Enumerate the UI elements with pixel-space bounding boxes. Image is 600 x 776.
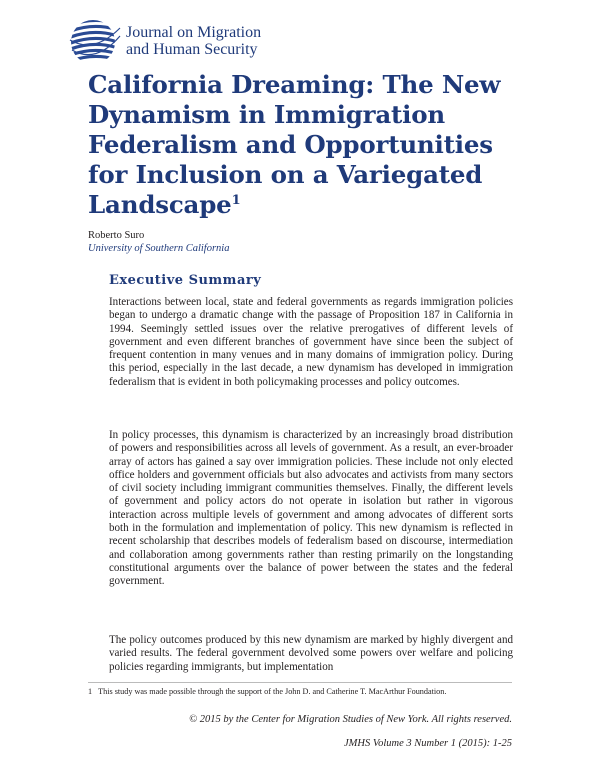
striped-globe-icon [66, 14, 122, 68]
summary-paragraph: The policy outcomes produced by this new dynamism are marked by highly divergent and varied results. The federal government devolved some powers over welfare and policing policies regarding immigrants, but implementation [109, 634, 513, 673]
copyright-notice: © 2015 by the Center for Migration Studies of New York. All rights reserved. [189, 714, 512, 725]
journal-citation: JMHS Volume 3 Number 1 (2015): 1-25 [344, 738, 512, 749]
journal-logo [66, 14, 261, 68]
section-heading: Executive Summary [109, 273, 262, 288]
journal-name-line1: Journal on Migration [126, 24, 262, 41]
article-title-text: California Dreaming: The New Dynamism in Immigration Federalism and Opportunities for Inclusion on a Variegated Landscape [88, 70, 501, 219]
title-footnote-marker[interactable]: 1 [231, 192, 241, 208]
footnote-divider [88, 682, 512, 683]
footnote [88, 686, 528, 697]
summary-paragraph: In policy processes, this dynamism is characterized by an increasingly broad distribution of powers and responsibilities across all levels of government. As a result, an ever-broader array of actors has gained a say over immigration policies. These include not only elected office holders and government officials but also advocates and activists from many sectors of civil society including immigrant communities themselves. Finally, the different levels of government and policy actors do not operate in isolation but rather in vigorous interaction across multiple levels of government and among advocates of different sorts both in the formulation and implementation of policy. This new dynamism is reflected in recent scholarship that describes models of federalism based on discourse, intermediation and collaboration among governments rather than resting primarily on the longstanding constitutional arguments over the balance of power between the states and the federal government. [109, 429, 513, 588]
author-affiliation: University of Southern California [88, 243, 230, 254]
journal-name-line2: and Human Security [126, 41, 258, 58]
footnote-number: 1 [88, 687, 93, 696]
footnote-text: This study was made possible through the support of the John D. and Catherine T. MacArthur Foundation. [98, 687, 447, 696]
journal-name [126, 24, 261, 58]
author-name: Roberto Suro [88, 230, 145, 241]
article-title [88, 70, 508, 220]
summary-paragraph: Interactions between local, state and federal governments as regards immigration policies began to undergo a dramatic change with the passage of Proposition 187 in California in 1994. Seemingly settled issues over the relative prerogatives of different levels of government and even different branches of government have since been the subject of frequent contention in many venues and in many domains of immigration policy. During this period, especially in the last decade, a new dynamism has developed in immigration federalism that is evident in both policymaking processes and policy outcomes. [109, 296, 513, 388]
